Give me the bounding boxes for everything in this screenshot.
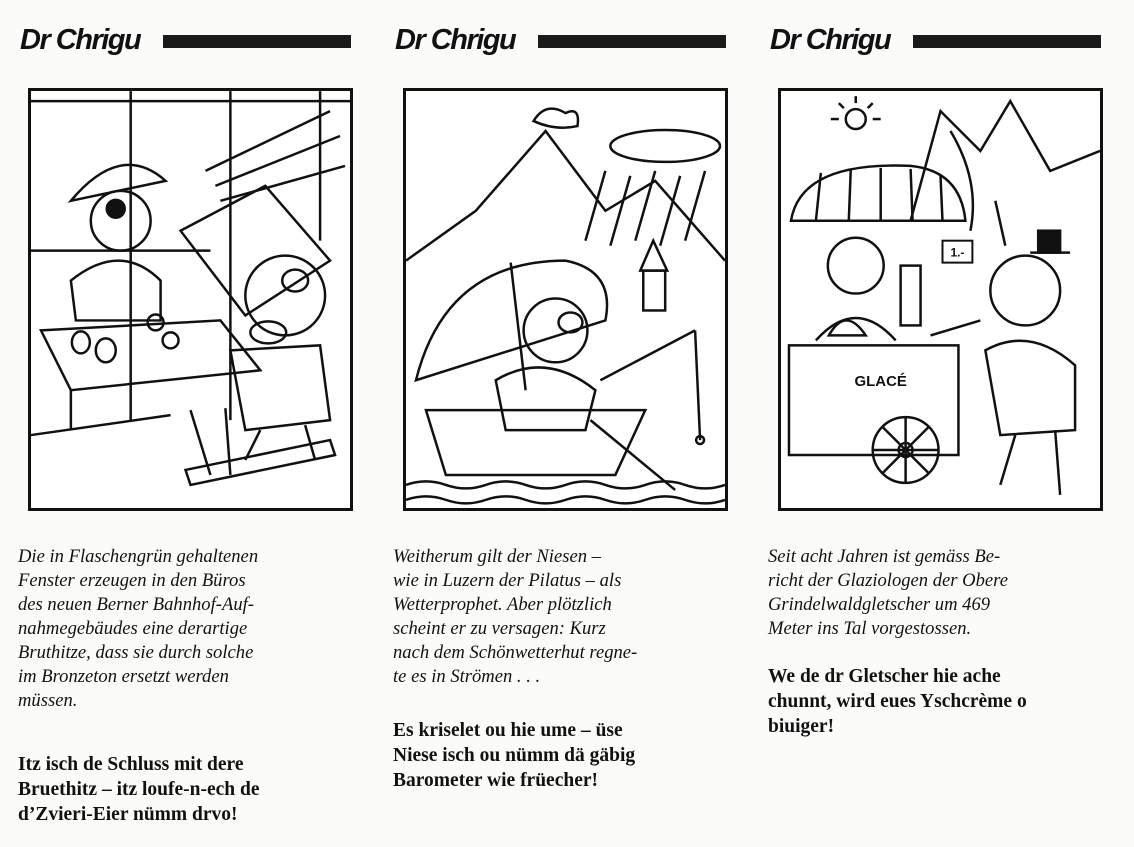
price-tag-text: 1.- xyxy=(950,245,965,260)
caption-text: Seit acht Jahren ist gemäss Be- richt der Glaziologen der Obere Grindelwaldgletscher um 469 Meter ins Tal vorgestossen. xyxy=(768,546,1008,639)
comic-header xyxy=(393,22,738,62)
office-window-illustration xyxy=(31,91,350,508)
cartoon-panel-office-window xyxy=(28,88,353,511)
punchline-text: Es kriselet ou hie ume – üse Niese isch ou nümm dä gäbig Barometer wie früecher! xyxy=(393,720,636,791)
cartoon-panel-niesen-rain xyxy=(403,88,728,511)
caption-text: Die in Flaschengrün gehaltenen Fenster erzeugen in den Büros des neuen Berner Bahnhof-Auf- nahmegebäudes eine derartige Bruthitze, dass sie durch solche im Bronzeton ersetzt werden müssen. xyxy=(18,546,259,711)
brand-bar xyxy=(913,35,1101,48)
ice-cream-cart-illustration xyxy=(781,91,1100,508)
brand-title: Dr Chrigu xyxy=(395,24,516,56)
punchline-text: We de dr Gletscher hie ache chunnt, wird eues Yschcrème o biuiger! xyxy=(768,666,1027,737)
brand-bar xyxy=(163,35,351,48)
brand-title: Dr Chrigu xyxy=(770,24,891,56)
caption-text: Weitherum gilt der Niesen – wie in Luzern der Pilatus – als Wetterprophet. Aber plötzlich scheint er zu versagen: Kurz nach dem Schönwetterhut regne- te es in Strömen . . . xyxy=(393,546,638,687)
cart-sign: GLACÉ xyxy=(854,373,907,391)
punchline-text: Itz isch de Schluss mit dere Bruethitz – itz loufe-n-ech de d’Zvieri-Eier nümm drvo! xyxy=(18,754,260,825)
comic-column-3 xyxy=(768,0,1113,847)
comic-column-2 xyxy=(393,0,738,847)
comic-column-1 xyxy=(18,0,363,847)
comic-header xyxy=(768,22,1113,62)
brand-title: Dr Chrigu xyxy=(20,24,141,56)
rain-boat-illustration xyxy=(406,91,725,508)
brand-bar xyxy=(538,35,726,48)
comic-header xyxy=(18,22,363,62)
cartoon-panel-glacier-icecream xyxy=(778,88,1103,511)
